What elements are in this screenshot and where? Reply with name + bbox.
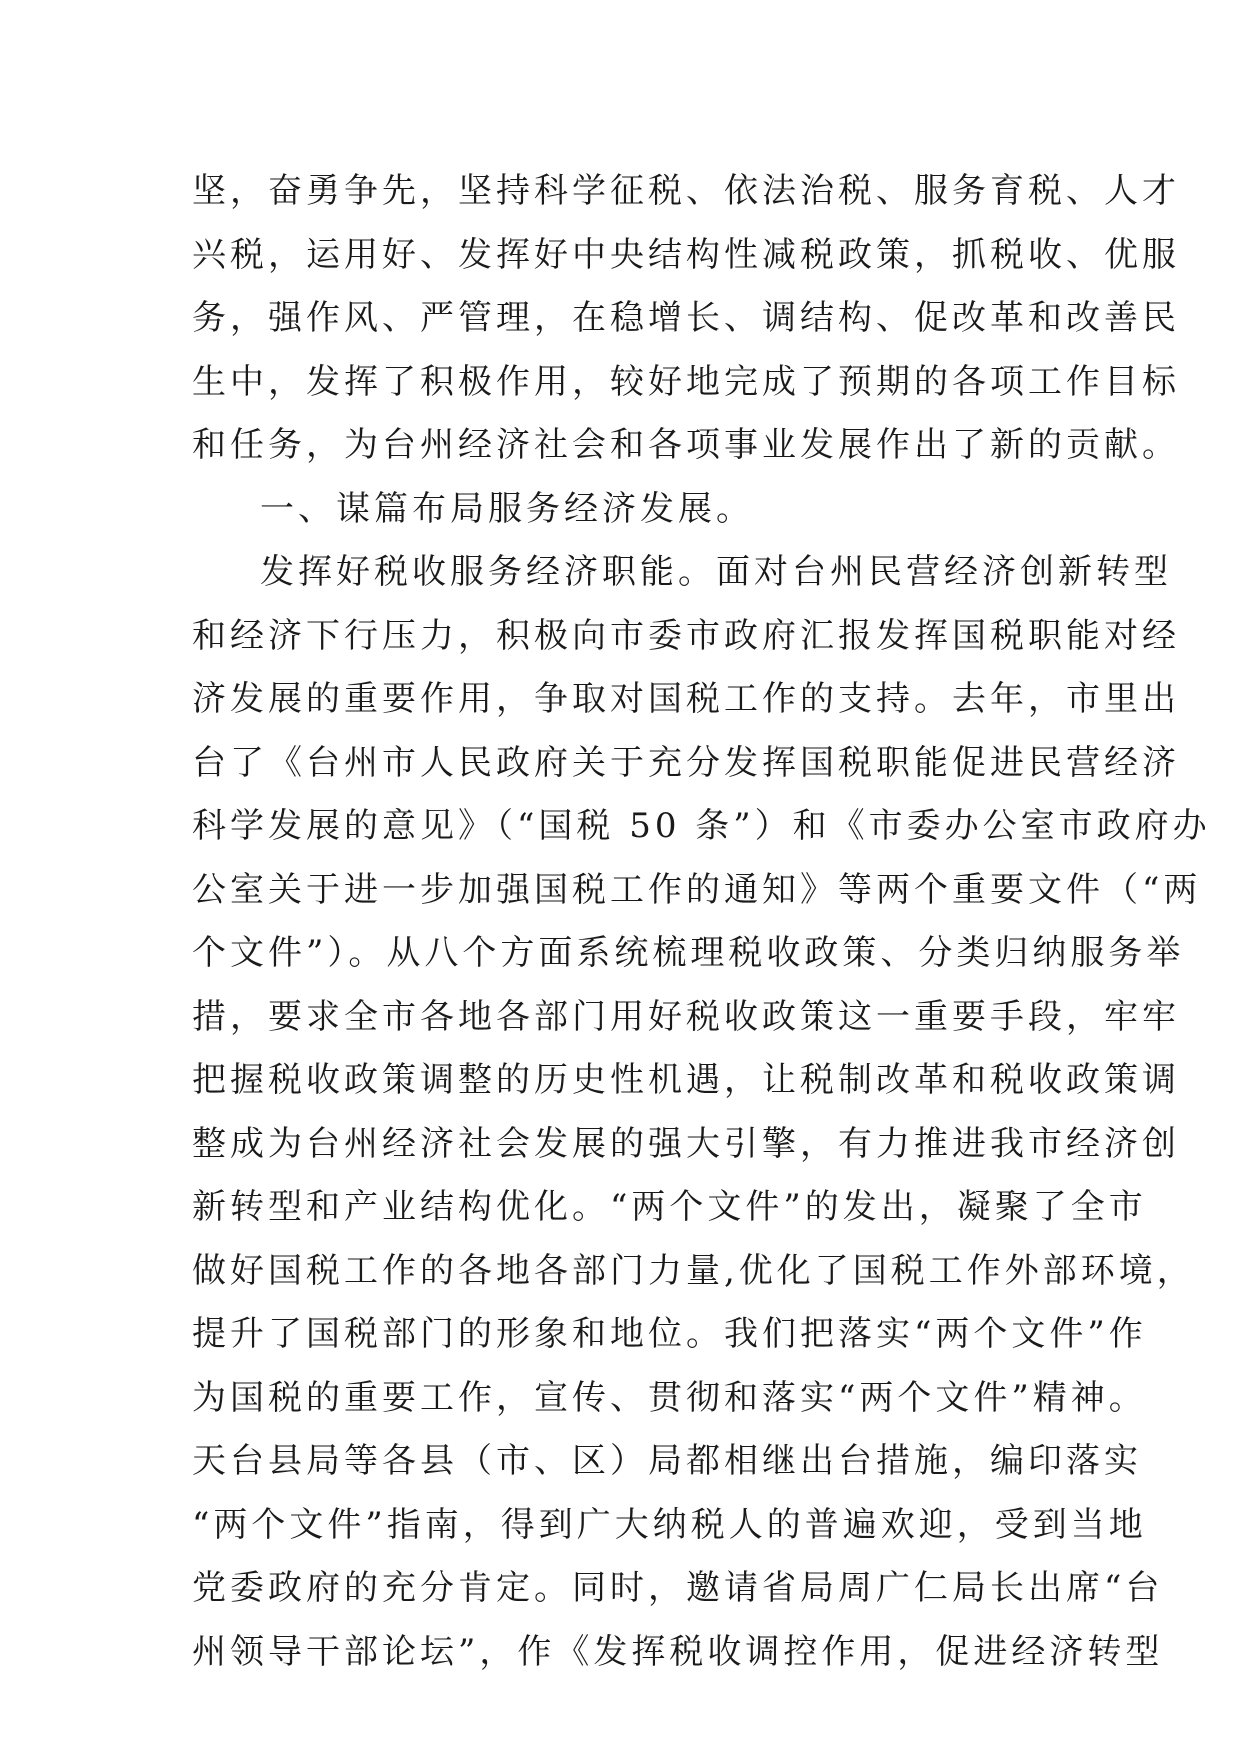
text-line: 兴税，运用好、发挥好中央结构性减税政策，抓税收、优服: [192, 234, 1180, 275]
text-line: “两个文件”指南，得到广大纳税人的普遍欢迎，受到当地: [192, 1504, 1147, 1545]
text-line: 发挥好税收服务经济职能。面对台州民营经济创新转型: [260, 552, 1172, 592]
text-line: 新转型和产业结构优化。“两个文件”的发出，凝聚了全市: [192, 1187, 1147, 1227]
text-line: 务，强作风、严管理，在稳增长、调结构、促改革和改善民: [192, 298, 1180, 338]
text-line: 把握税收政策调整的历史性机遇，让税制改革和税收政策调: [192, 1060, 1180, 1100]
body-text: [192, 160, 1211, 1684]
text-line: 科学发展的意见》（“国税 50 条”）和《市委办公室市政府办: [192, 806, 1211, 846]
text-line: 为国税的重要工作，宣传、贯彻和落实“两个文件”精神。: [192, 1377, 1147, 1418]
text-line: 和任务，为台州经济社会和各项事业发展作出了新的贡献。: [192, 425, 1180, 465]
text-line: 生中，发挥了积极作用，较好地完成了预期的各项工作目标: [192, 361, 1180, 402]
text-line: 一、谋篇布局服务经济发展。: [260, 488, 754, 529]
text-line: 济发展的重要作用，争取对国税工作的支持。去年，市里出: [192, 679, 1180, 719]
text-line: 做好国税工作的各地各部门力量,优化了国税工作外部环境，: [192, 1250, 1195, 1291]
text-line: 天台县局等各县（市、区）局都相继出台措施，编印落实: [192, 1441, 1142, 1481]
text-line: 公室关于进一步加强国税工作的通知》等两个重要文件（“两: [192, 869, 1202, 910]
text-line: 坚，奋勇争先，坚持科学征税、依法治税、服务育税、人才: [192, 171, 1180, 211]
text-line: 个文件”）。从八个方面系统梳理税收政策、分类归纳服务举: [192, 933, 1185, 973]
text-line: 整成为台州经济社会发展的强大引擎，有力推进我市经济创: [192, 1123, 1180, 1164]
text-line: 州领导干部论坛”，作《发挥税收调控作用，促进经济转型: [192, 1631, 1164, 1672]
text-line: 党委政府的充分肯定。同时，邀请省局周广仁局长出席“台: [192, 1568, 1164, 1608]
text-line: 提升了国税部门的形象和地位。我们把落实“两个文件”作: [192, 1314, 1147, 1354]
text-line: 和经济下行压力，积极向市委市政府汇报发挥国税职能对经: [192, 615, 1180, 656]
text-line: 台了《台州市人民政府关于充分发挥国税职能促进民营经济: [192, 742, 1180, 783]
text-line: 措，要求全市各地各部门用好税收政策这一重要手段，牢牢: [192, 996, 1180, 1037]
